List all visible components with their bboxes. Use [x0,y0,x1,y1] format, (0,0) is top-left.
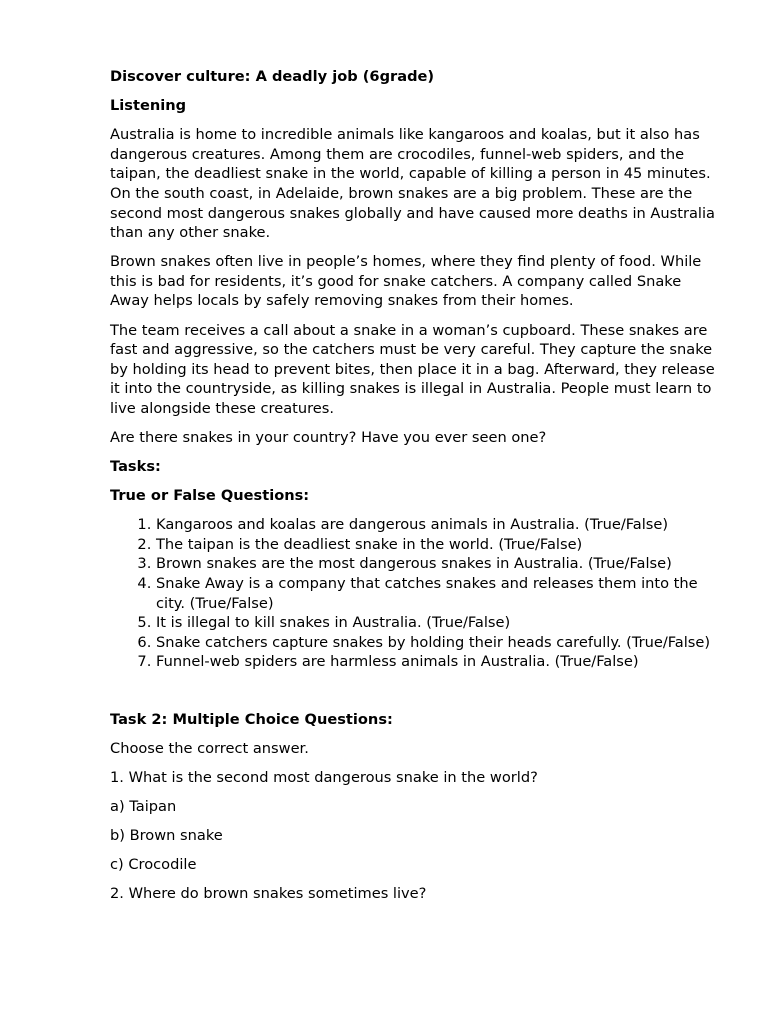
paragraph: The team receives a call about a snake in a woman’s cupboard. These snakes are fast and aggressive, so the catchers must be very careful. They capture the snake by holding its head to prevent bites, then place it in a bag. Afterward, they release it into the countryside, as killing snakes is illegal in Australia. People must learn to live alongside these creatures. [110,321,715,417]
list-item: 7. Funnel-web spiders are harmless animals in Australia. (True/False) [156,652,722,672]
list-item: 1. Kangaroos and koalas are dangerous animals in Australia. (True/False) [156,515,722,535]
question-2: 2. Where do brown snakes sometimes live? [110,885,427,903]
list-item: 2. The taipan is the deadliest snake in the world. (True/False) [156,535,722,555]
document-title: Discover culture: A deadly job (6grade) [110,68,435,85]
paragraph: Brown snakes often live in people’s homes, where they find plenty of food. While this is bad for residents, it’s good for snake catchers. A company called Snake Away helps locals by safely removing snakes from their homes. [110,253,702,310]
tasks-heading: Tasks: [110,458,161,476]
blank-line [110,682,722,710]
question-1-option-a: a) Taipan [110,797,177,815]
paragraph: Are there snakes in your country? Have you ever seen one? [110,429,547,446]
list-item: 4. Snake Away is a company that catches snakes and releases them into the city. (True/False) [156,574,722,613]
true-false-heading: True or False Questions: [110,487,310,505]
true-false-list [110,515,722,672]
document-page [110,67,722,913]
list-item: 3. Brown snakes are the most dangerous snakes in Australia. (True/False) [156,554,722,574]
task2-heading: Task 2: Multiple Choice Questions: [110,710,393,728]
section-heading-listening: Listening [110,97,187,115]
paragraph: Australia is home to incredible animals like kangaroos and koalas, but it also has dangerous creatures. Among them are crocodiles, funnel-web spiders, and the taipan, the deadliest snake in the world, capable of killing a person in 45 minutes. On the south coast, in Adelaide, brown snakes are a big problem. These are the second most dangerous snakes globally and have caused more deaths in Australia than any other snake. [110,126,715,242]
list-item: 6. Snake catchers capture snakes by holding their heads carefully. (True/False) [156,633,722,653]
question-1-option-c: c) Crocodile [110,856,197,873]
question-1-option-b: b) Brown snake [110,826,223,844]
list-item: 5. It is illegal to kill snakes in Australia. (True/False) [156,613,722,633]
task2-instruction: Choose the correct answer. [110,739,309,757]
question-1: 1. What is the second most dangerous snake in the world? [110,768,538,786]
